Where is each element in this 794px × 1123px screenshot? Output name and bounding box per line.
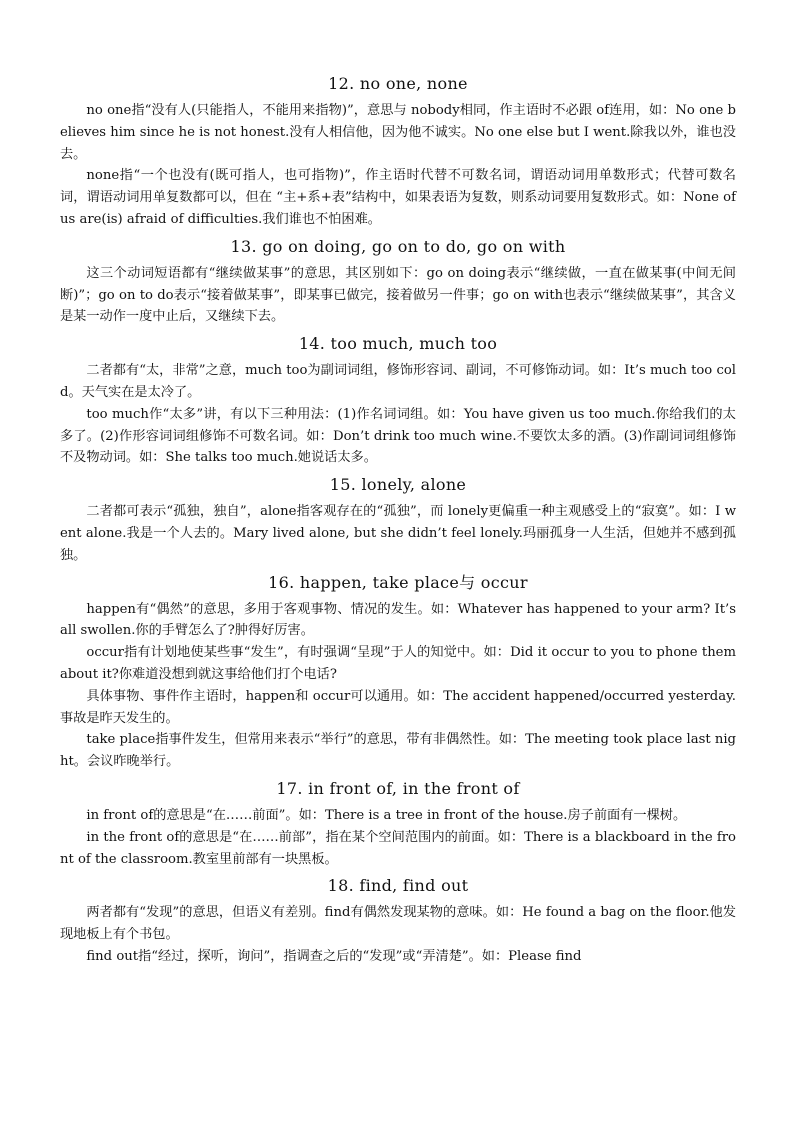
- paragraph: in front of的意思是“在……前面”。如：There is a tree in front of the house.房子前面有一棵树。: [86, 807, 687, 823]
- section-title-13: 13. go on doing, go on to do, go on with: [230, 236, 566, 256]
- paragraph: find out指“经过，探听，询问”，指调查之后的“发现”或“弄清楚”。如：Please find: [86, 948, 582, 964]
- section-title-18: 18. find, find out: [327, 876, 469, 896]
- document-page: [60, 68, 736, 968]
- paragraph: 两者都有“发现”的意思，但语义有差别。find有偶然发现某物的意味。如：He found a bag on the floor.他发现地板上有个书包。: [60, 905, 736, 943]
- paragraph: occur指有计划地使某些事“发生”，有时强调“呈现”于人的知觉中。如：Did it occur to you to phone them about it?你难道没想到就这事给他们打个电话?: [60, 645, 736, 682]
- paragraph: take place指事件发生，但常用来表示“举行”的意思，带有非偶然性。如：The meeting took place last night。会议昨晚举行。: [60, 732, 736, 770]
- paragraph: none指“一个也没有(既可指人，也可指物)”，作主语时代替不可数名词，谓语动词用单数形式；代替可数名词，谓语动词用单复数都可以，但在 “主+系+表”结构中，如果表语为复数，则系动词要用复数形式。如：None of us are(is) afraid of difficulties.我们谁也不怕困难。: [60, 168, 736, 227]
- section-title-16: 16. happen, take place与 occur: [268, 572, 528, 592]
- paragraph: 具体事物、事件作主语时，happen和 occur可以通用。如：The accident happened/occurred yesterday.事故是昨天发生的。: [60, 688, 736, 726]
- paragraph: 二者都可表示“孤独，独自”，alone指客观存在的“孤独”，而 lonely更偏重一种主观感受上的“寂寞”。如：I went alone.我是一个人去的。Mary lived alone, but she didn’t feel lonely.玛丽孤身一人生活，但她并不感到孤独。: [60, 504, 736, 563]
- paragraph: happen有“偶然”的意思，多用于客观事物、情况的发生。如：Whatever has happened to your arm? It’s all swollen.你的手臂怎么了?肿得好厉害。: [60, 601, 736, 639]
- paragraph: too much作“太多”讲，有以下三种用法：(1)作名词词组。如：You have given us too much.你给我们的太多了。(2)作形容词词组修饰不可数名词。如：Don’t drink too much wine.不要饮太多的酒。(3)作副词词组修饰不及物动词。如：She talks too much.她说话太多。: [60, 406, 736, 466]
- paragraph: in the front of的意思是“在……前部”，指在某个空间范围内的前面。如：There is a blackboard in the front of the classroom.教室里前部有一块黑板。: [60, 829, 736, 867]
- paragraph: no one指“没有人(只能指人，不能用来指物)”，意思与 nobody相同，作主语时不必跟 of连用，如：No one believes him since he is not honest.没有人相信他，因为他不诚实。No one else but I went.除我以外，谁也没去。: [60, 103, 736, 162]
- section-title-12: 12. no one, none: [328, 74, 468, 93]
- section-title-17: 17. in front of, in the front of: [276, 778, 520, 798]
- paragraph: 二者都有“太，非常”之意，much too为副词词组，修饰形容词、副词，不可修饰动词。如：It’s much too cold。天气实在是太冷了。: [60, 363, 736, 400]
- paragraph: 这三个动词短语都有“继续做某事”的意思，其区别如下：go on doing表示“继续做，一直在做某事(中间无间断)”；go on to do表示“接着做某事”，即某事已做完，接着做另一件事；go on with也表示“继续做某事”，其含义是某一动作一度中止后，又继续下去。: [60, 265, 736, 325]
- section-title-15: 15. lonely, alone: [329, 475, 467, 495]
- section-title-14: 14. too much, much too: [298, 334, 498, 354]
